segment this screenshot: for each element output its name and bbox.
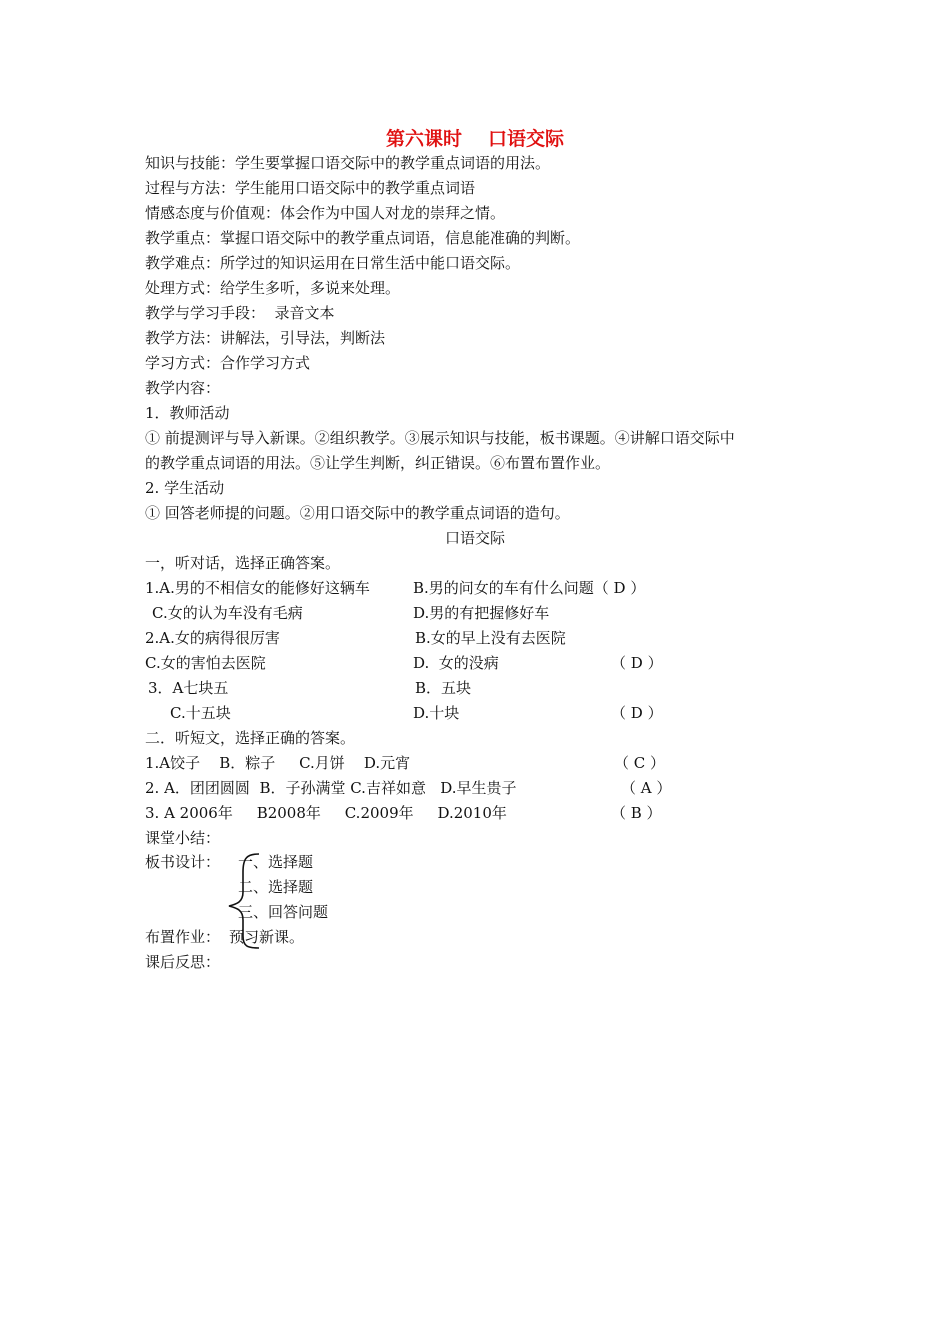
title-lesson: 第六课时 <box>385 128 462 150</box>
part2-heading: 二．听短文，选择正确的答案。 <box>145 729 356 747</box>
q3-option-b: B．五块 <box>415 679 472 697</box>
teacher-line-1: ① 前提测评与导入新课。②组织教学。③展示知识与技能，板书课题。④讲解口语交际中 <box>145 429 735 447</box>
meta-process: 过程与方法：学生能用口语交际中的教学重点词语 <box>145 179 476 197</box>
student-heading: 2. 学生活动 <box>145 479 225 497</box>
q2-option-c: C.女的害怕去医院 <box>145 654 266 672</box>
q3-answer: （ D ） <box>611 704 663 722</box>
p2-q1-answer: （ C ） <box>614 754 666 772</box>
q1-option-d: D.男的有把握修好车 <box>413 604 550 622</box>
meta-attitude: 情感态度与价值观：体会作为中国人对龙的崇拜之情。 <box>145 204 506 222</box>
homework-value: 预习新课。 <box>229 928 305 946</box>
q2-answer: （ D ） <box>611 654 663 672</box>
meta-handling: 处理方式：给学生多听，多说来处理。 <box>145 279 401 297</box>
q1-option-a: 1.A.男的不相信女的能修好这辆车 <box>145 579 370 597</box>
q3-option-a: 3．A七块五 <box>148 679 229 697</box>
meta-methods: 教学方法：讲解法，引导法，判断法 <box>145 329 386 347</box>
q2-option-a: 2.A.女的病得很厉害 <box>145 629 280 647</box>
meta-learning-style: 学习方式：合作学习方式 <box>145 354 311 372</box>
p2-q3-answer: （ B ） <box>611 804 662 822</box>
p2-q3-options: 3. A 2006年 B2008年 C.2009年 D.2010年 <box>145 804 507 822</box>
meta-content: 教学内容： <box>145 379 221 397</box>
q2-option-b: B.女的早上没有去医院 <box>415 629 566 647</box>
meta-knowledge: 知识与技能：学生要掌握口语交际中的教学重点词语的用法。 <box>145 154 551 172</box>
board-item-2: 二、选择题 <box>238 878 314 896</box>
part1-heading: 一，听对话，选择正确答案。 <box>145 554 341 572</box>
class-summary: 课堂小结： <box>145 829 221 847</box>
q1-option-b: B.男的问女的车有什么问题（ D ） <box>413 579 646 597</box>
meta-means: 教学与学习手段： 录音文本 <box>145 304 335 322</box>
homework-label: 布置作业： <box>145 928 221 946</box>
q1-option-c: C.女的认为车没有毛病 <box>152 604 303 622</box>
student-line-1: ① 回答老师提的问题。②用口语交际中的教学重点词语的造句。 <box>145 504 570 522</box>
q2-option-d: D. 女的没病 <box>413 654 499 672</box>
meta-difficulty: 教学难点：所学过的知识运用在日常生活中能口语交际。 <box>145 254 521 272</box>
meta-key-point: 教学重点：掌握口语交际中的教学重点词语，信息能准确的判断。 <box>145 229 581 247</box>
teacher-heading: 1．教师活动 <box>145 404 230 422</box>
p2-q2-options: 2. A．团团圆圆 B．子孙满堂 C.吉祥如意 D.早生贵子 <box>145 779 517 797</box>
board-label: 板书设计： <box>145 853 221 871</box>
teacher-line-2: 的教学重点词语的用法。⑤让学生判断，纠正错误。⑥布置布置作业。 <box>145 454 611 472</box>
page-title <box>0 124 950 151</box>
q3-option-c: C.十五块 <box>170 704 231 722</box>
p2-q2-answer: （ A ） <box>621 779 672 797</box>
q3-option-d: D.十块 <box>413 704 460 722</box>
section-subtitle: 口语交际 <box>444 529 505 547</box>
title-topic: 口语交际 <box>488 128 565 150</box>
board-item-3: 三、回答问题 <box>238 903 329 921</box>
after-class-reflection: 课后反思： <box>145 953 221 971</box>
p2-q1-options: 1.A饺子 B．粽子 C.月饼 D.元宵 <box>145 754 411 772</box>
board-item-1: 一、选择题 <box>238 853 314 871</box>
